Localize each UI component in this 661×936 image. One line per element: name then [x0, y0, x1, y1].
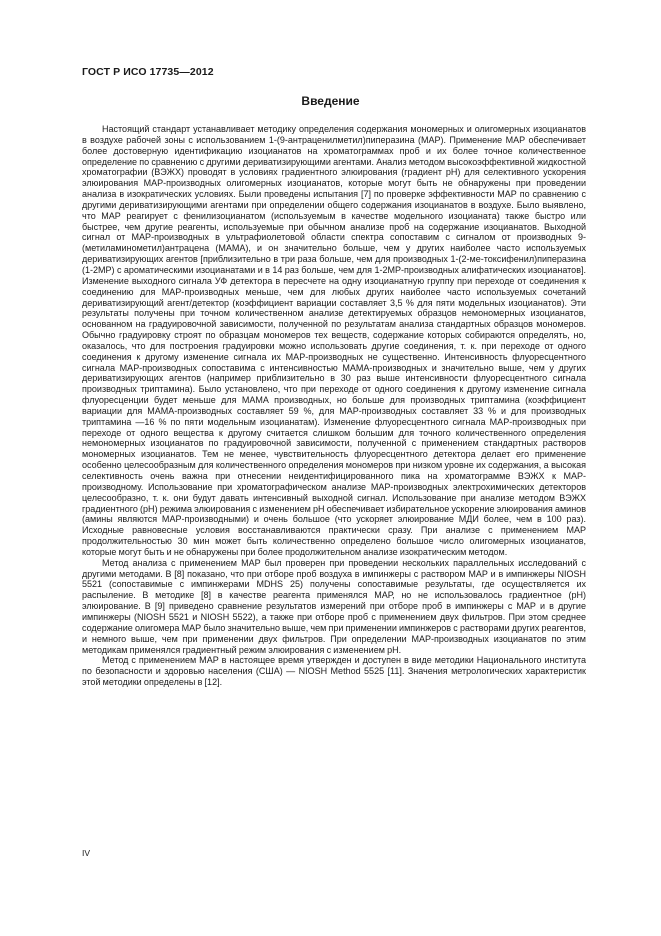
- document-standard-header: ГОСТ Р ИСО 17735—2012: [82, 66, 214, 78]
- paragraph-3: Метод с применением МАР в настоящее время утвержден и доступен в виде методики Национального института по безопасности и здоровью населения (США) — NIOSH Method 5525 [11]. Значения метрологических характеристик этой методики определены в [12].: [82, 655, 586, 688]
- page-number: IV: [82, 848, 91, 858]
- paragraph-2: Метод анализа с применением МАР был проверен при проведении нескольких параллельных исследований с другими методами. В [8] показано, что при отборе проб воздуха в импинжеры с раствором МАР и в импинжеры NIOSH 5521 (сопоставимые с импинжерами MDHS 25) получены сопоставимые результаты, где осуществляется их распыление. В методике [8] в качестве реагента применялся МАР, но не использовалось градиентное (рН) элюирование. В [9] приведено сравнение результатов измерений при отборе проб в импинжеры с МАР и в другие импинжеры (NIOSH 5521 и NIOSH 5522), а также при отборе проб с применением двух фильтров. При этом среднее содержание олигомера МАР было значительно выше, чем при применении импинжеров с растворами других реагентов, и немного выше, чем при применении двух фильтров. При определении МАР-производных изоцианатов по этим методикам применялся градиентный режим элюирования с изменением рН.: [82, 557, 586, 655]
- paragraph-1: Настоящий стандарт устанавливает методику определения содержания мономерных и олигомерных изоцианатов в воздухе рабочей зоны с использованием 1-(9-антраценилметил)пиперазина (МАР). Применение МАР обеспечивает более достоверную идентификацию изоцианатов на хроматограммах проб и их более точное количественное определение по сравнению с другими дериватизирующими агентами. Анализ методом высокоэффективной жидкостной хроматографии (ВЭЖХ) проводят в условиях градиентного элюирования (градиент рН) для селективного ускорения элюирования МАР-производных олигомерных изоцианатов, которые могут быть не обнаружены при проведении анализа в изократических условиях. Были проведены испытания [7] по проверке эффективности МАР по сравнению с другими дериватизирующими агентами при определении общего содержания изоцианатов в воздухе. Было выявлено, что МАР реагирует с фенилизоцианатом (используемым в качестве модельного изоцианата) также быстро или быстрее, чем другие реагенты, используемые при обычном анализе проб на содержание изоцианатов. Выходной сигнал от МАР-производных в ультрафиолетовой области спектра сопоставим с сигналом от производных 9-(метиламинометил)антрацена (МАМА), и он значительно больше, чем у других наиболее часто используемых дериватизирующих агентов [приблизительно в три раза больше, чем для производных 1-(2-ме-токсифенил)пиперазина (1-2МР) с ароматическими изоцианатами и в 14 раз больше, чем для 1-2МР-производных алифатических изоцианатов]. Изменение выходного сигнала УФ детектора в пересчете на одну изоцианатную группу при переходе от соединения к соединению для МАР-производных меньше, чем для любых других наиболее часто используемых сочетаний дериватизирующий агент/детектор (коэффициент вариации составляет 3,5 % для пяти модельных изоцианатов). Эти результаты получены при точном количественном анализе детектируемых образцов немономерных изоцианатов, основанном на градуировочной зависимости, полученной по результатам анализа стандартных образцов мономеров. Обычно градуировку строят по образцам мономеров тех веществ, содержание которых собираются определять, но, оказалось, что для построения градуировки можно использовать другие соединения, т. к. при переходе от одного соединения к другому изменение сигнала их МАР-производных не существенно. Интенсивность флуоресцентного сигнала МАР-производных сопоставима с интенсивностью МАМА-производных и значительно выше, чем у других дериватизирующих агентов (например приблизительно в 30 раз выше интенсивности флуоресцентного сигнала производных триптамина). Было установлено, что при переходе от одного соединения к другому изменение сигнала флуоресценции будет меньше для МАМА производных, но больше для производных триптамина (коэффициент вариации для МАМА-производных составляет 59 %, для МАР-производных составляет 33 % и для производных триптамина —16 % по пяти модельным изоцианатам). Изменение флуоресцентного сигнала МАР-производных при переходе от одного вещества к другому считается слишком большим для точного количественного определения немономерных изоцианатов по градуировочной зависимости, полученной с применением стандартных растворов мономерных изоцианатов. Тем не менее, чувствительность флуоресцентного детектора делает его применение особенно целесообразным для количественного определения мономеров при низком уровне их содержания, а высокая селективность очень важна при отнесении неидентифицированного пика на хроматограмме ВЭЖХ к МАР-производному. Использование при хроматографическом анализе МАР-производных электрохимических детекторов целесообразно, т. к. они будут давать интенсивный выходной сигнал. Использование при анализе методом ВЭЖХ градиентного (рН) режима элюирования с изменением рН обеспечивает избирательное ускорение элюирования аминов (амины являются МАР-производными) и очень большое (что ускоряет элюирование МДИ более, чем в 100 раз). Исходные равновесные условия восстанавливаются практически сразу. При анализе с применением МАР продолжительностью 30 мин может быть количественно определено большое число олигомерных изоцианатов, которые могут быть и не обнаружены при более продолжительном анализе изократическим методом.: [82, 124, 586, 557]
- section-title: Введение: [301, 94, 360, 108]
- introduction-body: [82, 124, 586, 688]
